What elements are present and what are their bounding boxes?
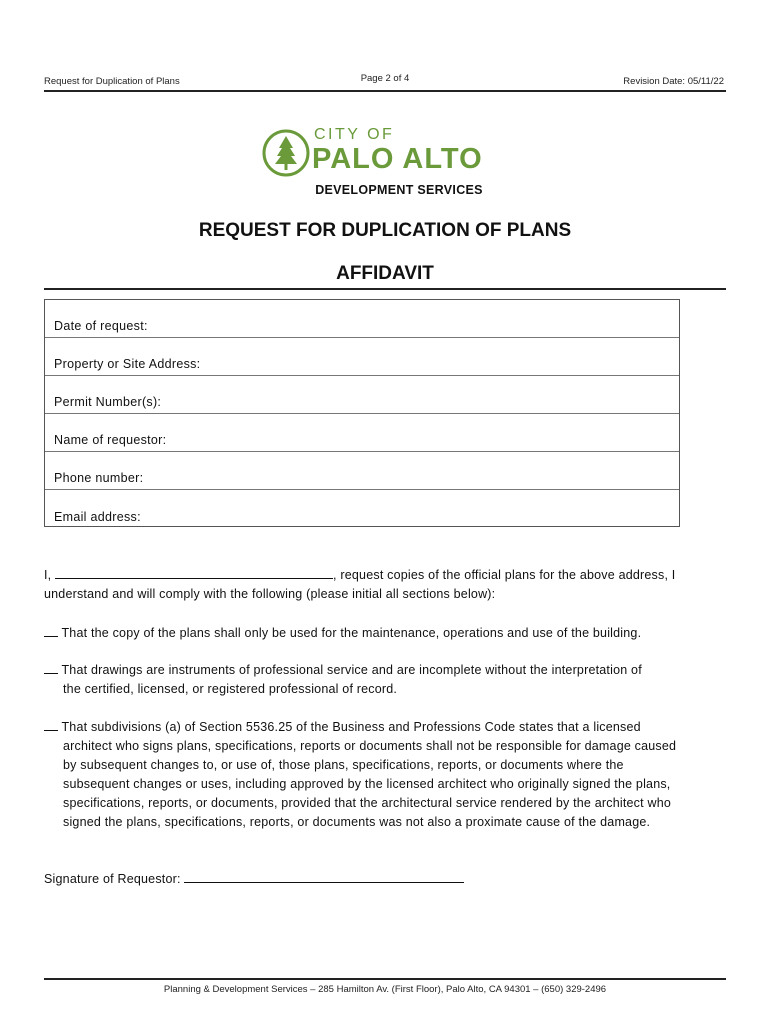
statement-line-2: understand and will comply with the following (please initial all sections below): [44, 587, 496, 601]
tree-seal-icon [262, 128, 310, 178]
title-divider [44, 288, 726, 290]
item-text-continued: the certified, licensed, or registered professional of record. [63, 682, 398, 696]
document-subtitle: AFFIDAVIT [336, 263, 434, 284]
header-revision-date: Revision Date: 05/11/22 [623, 76, 724, 87]
logo-city-of: CITY OF [314, 126, 395, 143]
form-row-date[interactable] [45, 300, 679, 338]
form-row-requestor[interactable] [45, 414, 679, 452]
initial-item-3 [44, 718, 734, 832]
header-page-number: Page 2 of 4 [360, 73, 410, 84]
document-title: REQUEST FOR DUPLICATION OF PLANS [198, 220, 572, 241]
header-divider [44, 90, 726, 92]
form-row-address[interactable] [45, 338, 679, 376]
initial-blank[interactable] [44, 661, 58, 674]
logo-palo-alto: PALO ALTO [312, 143, 483, 175]
request-form-box [44, 299, 680, 527]
item-text: That subdivisions (a) of Section 5536.25 of the Business and Professions Code states that a licensed [61, 720, 641, 734]
item-text-continued: by subsequent changes to, or use of, those plans, specifications, reports, or documents where the [63, 758, 624, 772]
item-text-continued: architect who signs plans, specifications, reports or documents shall not be responsible for damage caused [63, 739, 677, 753]
header-document-name: Request for Duplication of Plans [44, 76, 180, 87]
signature-line [44, 870, 464, 886]
form-row-email[interactable] [45, 490, 679, 528]
form-label: Permit Number(s): [54, 395, 162, 409]
form-label: Email address: [54, 510, 141, 524]
form-label: Property or Site Address: [54, 357, 201, 371]
statement-prefix: I, [44, 568, 52, 582]
department-name: DEVELOPMENT SERVICES [315, 183, 483, 197]
initial-item-2 [44, 661, 734, 699]
item-text-continued: signed the plans, specifications, reports, or documents was not also a proximate cause of the damage. [63, 815, 651, 829]
footer-contact: Planning & Development Services – 285 Hamilton Av. (First Floor), Palo Alto, CA 94301 – (650) 329-2496 [163, 984, 607, 995]
item-text-continued: specifications, reports, or documents, provided that the architectural service rendered by the architect who [63, 796, 672, 810]
item-text: That the copy of the plans shall only be used for the maintenance, operations and use of the building. [61, 626, 642, 640]
requester-name-blank[interactable] [55, 566, 333, 579]
form-label: Phone number: [54, 471, 144, 485]
item-text-continued: subsequent changes or uses, including approved by the licensed architect who originally signed the plans, [63, 777, 671, 791]
palo-alto-logo [262, 128, 512, 182]
statement-suffix: , request copies of the official plans for the above address, I [333, 568, 676, 582]
form-row-permit[interactable] [45, 376, 679, 414]
initial-item-1 [44, 624, 734, 643]
initial-blank[interactable] [44, 624, 58, 637]
initial-blank[interactable] [44, 718, 58, 731]
form-label: Name of requestor: [54, 433, 167, 447]
form-row-phone[interactable] [45, 452, 679, 490]
signature-blank[interactable] [184, 870, 464, 883]
signature-label: Signature of Requestor: [44, 872, 181, 886]
item-text: That drawings are instruments of professional service and are incomplete without the interpretation of [61, 663, 642, 677]
form-label: Date of request: [54, 319, 148, 333]
footer-divider [44, 978, 726, 980]
requester-statement [44, 566, 734, 604]
